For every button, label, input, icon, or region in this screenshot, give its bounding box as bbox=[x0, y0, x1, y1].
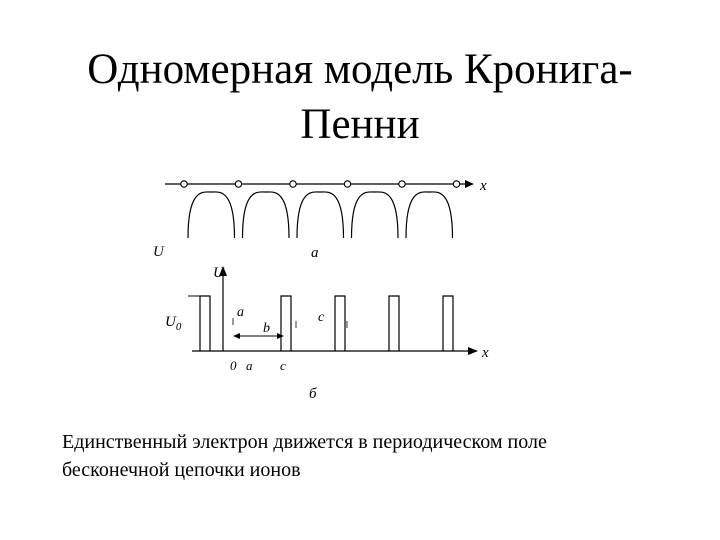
potential-well-5 bbox=[406, 192, 453, 238]
panel-a bbox=[153, 178, 487, 261]
ion-5 bbox=[399, 181, 405, 187]
barrier-4 bbox=[389, 296, 399, 351]
ion-6 bbox=[453, 181, 459, 187]
tick-c-label: c bbox=[280, 358, 286, 373]
caption-line2: бесконечной цепочки ионов bbox=[62, 459, 301, 481]
barrier-5 bbox=[443, 296, 453, 351]
panel-b bbox=[165, 265, 489, 402]
panel-a-x-arrow bbox=[465, 180, 474, 188]
width-a-label: a bbox=[237, 305, 244, 320]
origin-label: 0 bbox=[230, 358, 237, 373]
potential-well-4 bbox=[352, 192, 399, 238]
panel-a-x-label: x bbox=[480, 178, 487, 194]
barrier-3 bbox=[335, 296, 345, 351]
width-b-label: b bbox=[263, 321, 270, 336]
panel-b-label: б bbox=[309, 386, 317, 402]
potential-well-2 bbox=[243, 192, 290, 238]
barrier-2 bbox=[281, 296, 291, 351]
ion-4 bbox=[344, 181, 350, 187]
ion-3 bbox=[290, 181, 296, 187]
potential-well-1 bbox=[188, 192, 235, 238]
panel-a-y-label: U bbox=[153, 244, 164, 260]
tick-a-label: a bbox=[246, 358, 253, 373]
potential-well-3 bbox=[297, 192, 344, 238]
panel-b-x-arrow bbox=[468, 347, 478, 355]
u0-label: $U_0$ bbox=[165, 314, 182, 333]
caption bbox=[62, 428, 702, 484]
panel-b-x-label: x bbox=[482, 345, 489, 361]
slide-title-line2: Пенни bbox=[300, 101, 420, 148]
caption-line1: Единственный электрон движется в периодическом поле bbox=[62, 431, 547, 453]
width-c-label: c bbox=[318, 310, 325, 325]
panel-a-label: а bbox=[311, 245, 319, 261]
panel-b-y-label: U bbox=[213, 265, 224, 281]
barrier-1 bbox=[200, 296, 210, 351]
potential-wells bbox=[188, 192, 453, 238]
ion-1 bbox=[181, 181, 187, 187]
slide-title-line1: Одномерная модель Кронига- bbox=[87, 46, 633, 93]
ion-2 bbox=[235, 181, 241, 187]
u0-subscript: 0 bbox=[175, 321, 182, 333]
b-width-arrow-left-head bbox=[233, 333, 240, 339]
